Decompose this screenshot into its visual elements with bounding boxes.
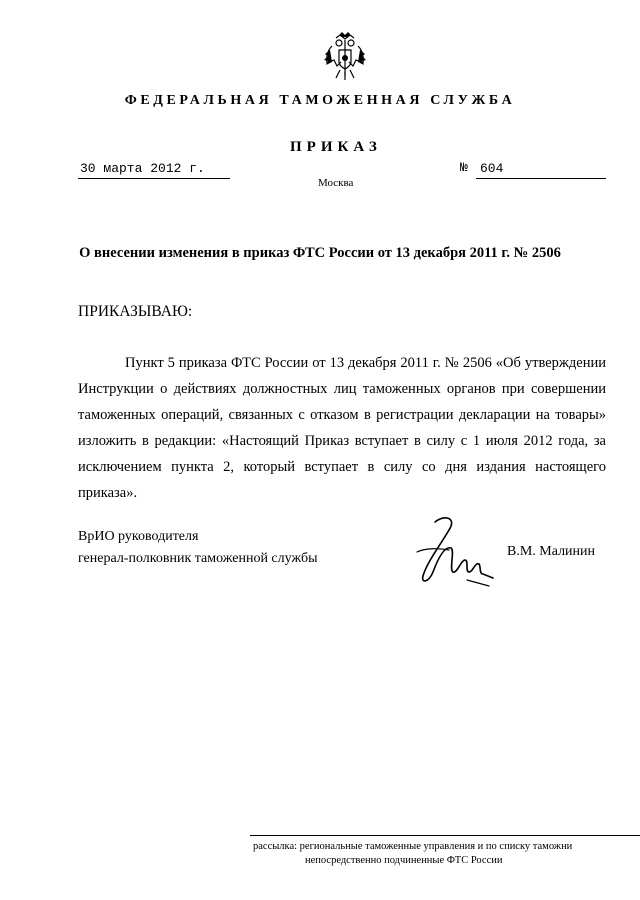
number-field <box>476 162 606 179</box>
date-field <box>78 162 230 179</box>
russian-coat-of-arms-icon <box>322 32 368 82</box>
signatory-name: В.М. Малинин <box>507 544 596 559</box>
document-number: 604 <box>480 161 504 176</box>
city: Москва <box>318 177 354 189</box>
handwritten-signature <box>405 512 495 592</box>
distribution-divider <box>250 835 640 836</box>
signatory-position-line1: ВрИО руководителя <box>78 529 199 544</box>
document-subject: О внесении изменения в приказ ФТС России от 13 декабря 2011 г. № 2506 <box>79 245 561 261</box>
order-word: ПРИКАЗЫВАЮ: <box>78 303 193 320</box>
number-label: № <box>460 160 468 175</box>
body-paragraph: Пункт 5 приказа ФТС России от 13 декабря 2011 г. № 2506 «Об утверждении Инструкции о действиях должностных лиц таможенных органов при совершении таможенных операций, связанных с отказом в регистрации декларации на товары» изложить в редакции: «Настоящий Приказ вступает в силу с 1 июля 2012 года, за исключением пункта 2, который вступает в силу со дня издания настоящего приказа». <box>78 355 606 501</box>
document-type: ПРИКАЗ <box>290 139 382 155</box>
signatory-position-line2: генерал-полковник таможенной службы <box>78 551 318 566</box>
distribution-line1: рассылка: региональные таможенные управления и по списку таможни <box>253 841 573 852</box>
organization-name: ФЕДЕРАЛЬНАЯ ТАМОЖЕННАЯ СЛУЖБА <box>124 93 516 108</box>
distribution-list <box>253 840 640 868</box>
distribution-line2: непосредственно подчиненные ФТС России <box>305 855 503 866</box>
document-date: 30 марта 2012 г. <box>80 161 205 176</box>
signatory-position <box>78 526 317 570</box>
